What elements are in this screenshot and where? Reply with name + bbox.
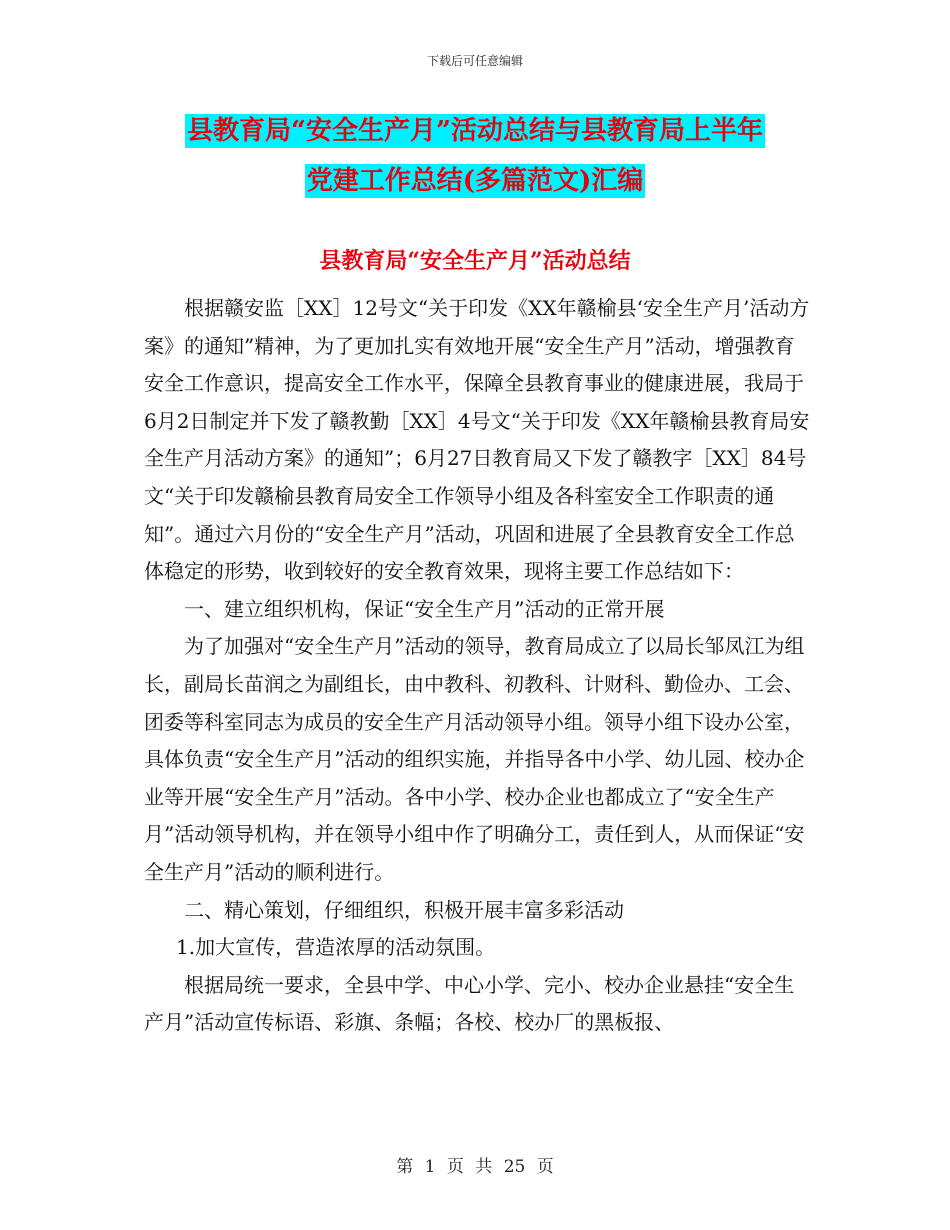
page-number: 第 1 页 共 25 页 [396, 1157, 554, 1177]
heading-1: 一、建立组织机构，保证“安全生产月”活动的正常开展 [184, 596, 665, 621]
title-line-1: 县教育局“安全生产月”活动总结与县教育局上半年 [187, 116, 763, 146]
paragraph: 根据赣安监［XX］12号文“关于印发《XX年赣榆县‘安全生产月’活动方案》的通知”精神，为了更加扎实有效地开展“安全生产月”活动，增强教育安全工作意识，提高安全工作水平，保障全县教育事业的健康进展，我局于6月2日制定并下发了赣教勤［XX］4号文“关于印发《XX年赣榆县教育局安全生产月活动方案》的通知”；6月27日教育局又下发了赣教字［XX］84号文“关于印发赣榆县教育局安全工作领导小组及各科室安全工作职责的通知”。通过六月份的“安全生产月”活动，巩固和进展了全县教育安全工作总体稳定的形势，收到较好的安全教育效果，现将主要工作总结如下： [144, 296, 810, 584]
heading-2: 二、精心策划，仔细组织，积极开展丰富多彩活动 [184, 897, 624, 922]
paragraph: 为了加强对“安全生产月”活动的领导，教育局成立了以局长邹凤江为组长，副局长苗润之为副组长，由中教科、初教科、计财科、勤俭办、工会、团委等科室同志为成员的安全生产月活动领导小组。领导小组下设办公室，具体负责“安全生产月”活动的组织实施，并指导各中小学、幼儿园、校办企业等开展“安全生产月”活动。各中小学、校办企业也都成立了“安全生产月”活动领导机构，并在领导小组中作了明确分工，责任到人，从而保证“安全生产月”活动的顺利进行。 [144, 634, 805, 884]
title-line-2: 党建工作总结(多篇范文)汇编 [306, 166, 644, 196]
subheading-1: 1.加大宣传，营造浓厚的活动氛围。 [176, 935, 496, 960]
document-title [0, 106, 950, 206]
header-note: 下载后可任意编辑 [426, 54, 523, 68]
paragraph: 根据局统一要求，全县中学、中心小学、完小、校办企业悬挂“安全生产月”活动宣传标语、彩旗、条幅；各校、校办厂的黑板报、 [144, 972, 795, 1035]
section-title: 县教育局“安全生产月”活动总结 [319, 248, 631, 274]
body-text [144, 290, 810, 1042]
